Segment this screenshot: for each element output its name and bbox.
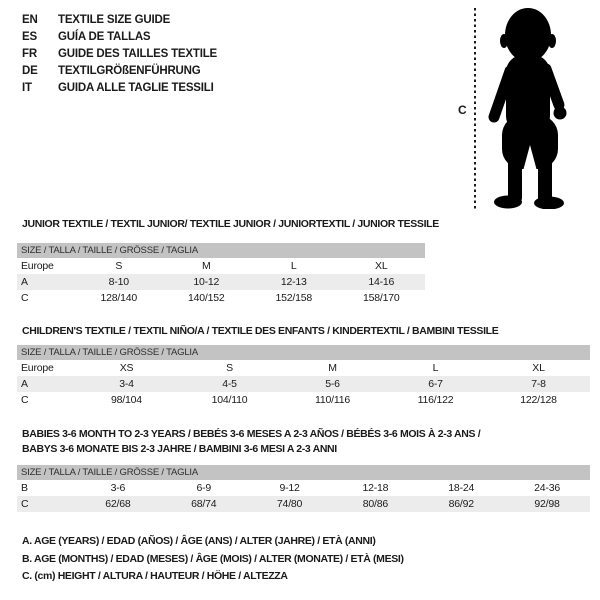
- language-code: FR: [22, 48, 37, 60]
- size-cell: S: [115, 260, 123, 272]
- age-cell: 4-5: [222, 378, 237, 390]
- age-cell: 3-6: [110, 482, 126, 494]
- age-cell: 3-4: [119, 378, 134, 390]
- height-cell: 98/104: [111, 394, 142, 406]
- age-cell: 12-13: [280, 276, 307, 288]
- row-label: C: [21, 498, 29, 510]
- junior-table-title: JUNIOR TEXTILE / TEXTIL JUNIOR/ TEXTILE JUNIOR / JUNIORTEXTIL / JUNIOR TESSILE: [22, 218, 439, 230]
- age-cell: 24-36: [534, 482, 560, 494]
- babies-title-line2: BABYS 3-6 MONATE BIS 2-3 JAHRE / BAMBINI 3-6 MESI A 2-3 ANNI: [22, 443, 337, 455]
- size-cell: S: [226, 362, 233, 374]
- measurement-legend: [22, 533, 404, 586]
- babies-table: [17, 465, 590, 512]
- age-cell: 10-12: [193, 276, 220, 288]
- age-cell: 12-18: [362, 482, 389, 494]
- table-row-age: [17, 376, 590, 392]
- table-row-age: [17, 274, 425, 290]
- row-label: A: [21, 276, 28, 288]
- height-cell: 62/68: [105, 498, 131, 510]
- height-measure-label: C: [458, 103, 467, 117]
- age-cell: 9-12: [279, 482, 300, 494]
- table-row-europe: [17, 360, 590, 376]
- language-row-en: [22, 12, 217, 29]
- language-row-it: [22, 80, 217, 97]
- size-cell: L: [432, 362, 439, 374]
- children-table: [17, 345, 590, 408]
- height-cell: 74/80: [276, 498, 303, 510]
- table-row-europe: [17, 258, 425, 274]
- height-cell: 92/98: [534, 498, 560, 510]
- size-cell: XL: [375, 260, 388, 272]
- row-label: Europe: [21, 362, 54, 374]
- age-cell: 5-6: [325, 378, 340, 390]
- height-cell: 158/170: [362, 292, 400, 304]
- children-table-title: CHILDREN'S TEXTILE / TEXTIL NIÑO/A / TEXTILE DES ENFANTS / KINDERTEXTIL / BAMBINI TESSILE: [22, 325, 499, 337]
- language-row-es: [22, 29, 217, 46]
- age-cell: 7-8: [531, 378, 546, 390]
- row-label: C: [21, 292, 29, 304]
- size-header-bar: SIZE / TALLA / TAILLE / GRÖSSE / TAGLIA: [17, 345, 590, 360]
- language-list: [22, 12, 217, 97]
- height-dashed-line: [474, 8, 476, 210]
- row-label: A: [21, 378, 28, 390]
- babies-table-title: [22, 427, 480, 457]
- table-row-height: [17, 392, 590, 408]
- legend-line-age-months: B. AGE (MONTHS) / EDAD (MESES) / ÂGE (MOIS) / ALTER (MONATE) / ETÀ (MESI): [22, 552, 404, 565]
- language-label: TEXTILGRÖßENFÜHRUNG: [58, 65, 201, 77]
- language-code: EN: [22, 14, 38, 26]
- language-label: GUIDA ALLE TAGLIE TESSILI: [58, 82, 214, 94]
- table-row-height: [17, 290, 425, 306]
- size-cell: XL: [532, 362, 545, 374]
- baby-silhouette-icon: [484, 5, 574, 209]
- height-cell: 128/140: [100, 292, 138, 304]
- size-header-bar: SIZE / TALLA / TAILLE / GRÖSSE / TAGLIA: [17, 465, 590, 480]
- size-cell: M: [201, 260, 211, 272]
- height-cell: 152/158: [275, 292, 313, 304]
- legend-line-age-years: A. AGE (YEARS) / EDAD (AÑOS) / ÂGE (ANS) / ALTER (JAHRE) / ETÀ (ANNI): [22, 535, 376, 547]
- age-cell: 8-10: [108, 276, 129, 288]
- language-code: DE: [22, 65, 38, 77]
- table-row-height: [17, 496, 590, 512]
- language-code: IT: [22, 82, 32, 94]
- size-cell: L: [290, 260, 297, 272]
- age-cell: 6-9: [196, 482, 212, 494]
- size-cell: XS: [119, 362, 134, 374]
- row-label: C: [21, 394, 29, 406]
- row-label: Europe: [21, 260, 54, 272]
- height-cell: 80/86: [362, 498, 389, 510]
- language-label: TEXTILE SIZE GUIDE: [58, 14, 171, 26]
- language-label: GUIDE DES TAILLES TEXTILE: [58, 48, 217, 60]
- height-cell: 122/128: [520, 394, 557, 406]
- age-cell: 18-24: [448, 482, 475, 494]
- legend-line-height: C. (cm) HEIGHT / ALTURA / HAUTEUR / HÖHE / ALTEZZA: [22, 570, 288, 582]
- height-cell: 110/116: [315, 394, 350, 406]
- table-row-age-months: [17, 480, 590, 496]
- height-cell: 68/74: [191, 498, 217, 510]
- age-cell: 14-16: [368, 276, 395, 288]
- height-cell: 104/110: [211, 394, 248, 406]
- height-cell: 140/152: [187, 292, 225, 304]
- babies-title-line1: BABIES 3-6 MONTH TO 2-3 YEARS / BEBÉS 3-6 MESES A 2-3 AÑOS / BÉBÉS 3-6 MOIS À 2-3 ANS /: [22, 428, 481, 440]
- language-row-de: [22, 63, 217, 80]
- age-cell: 6-7: [428, 378, 443, 390]
- language-label: GUÍA DE TALLAS: [58, 31, 151, 43]
- language-code: ES: [22, 31, 37, 43]
- height-cell: 116/122: [417, 394, 454, 406]
- height-cell: 86/92: [448, 498, 474, 510]
- size-header-bar: SIZE / TALLA / TAILLE / GRÖSSE / TAGLIA: [17, 243, 425, 258]
- language-row-fr: [22, 46, 217, 63]
- row-label: B: [21, 482, 28, 494]
- junior-table: [17, 243, 425, 306]
- size-cell: M: [328, 362, 337, 374]
